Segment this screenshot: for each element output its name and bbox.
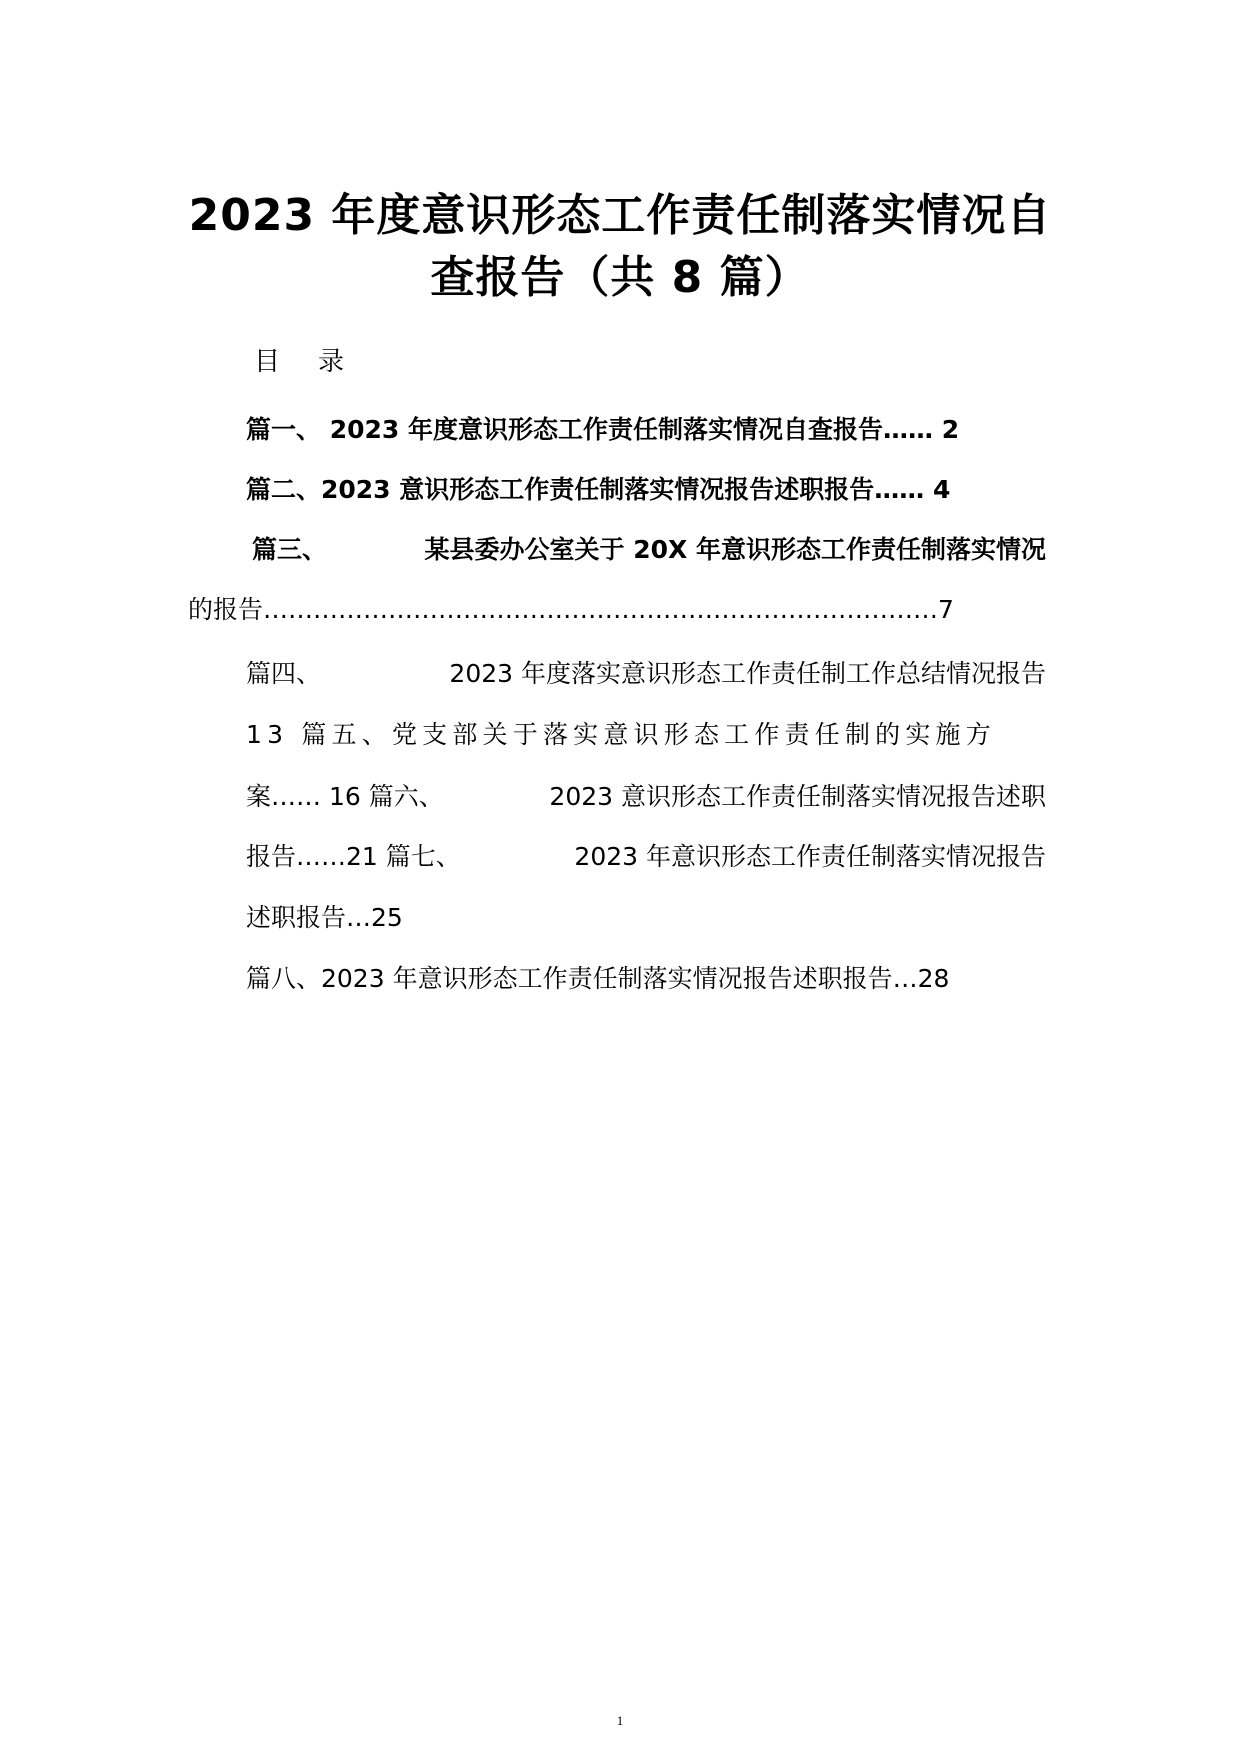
toc-paragraph-line-3[interactable] xyxy=(246,780,1046,814)
toc-heading xyxy=(254,345,344,379)
toc-entry-3-line-2[interactable]: 的报告………………………………………………………………………7 xyxy=(188,595,954,624)
toc-entry-5-6-a: 案…… 16 篇六、 xyxy=(246,782,444,811)
toc-entry-4-title: 2023 年度落实意识形态工作责任制工作总结情况报告 xyxy=(449,659,1046,688)
toc-entry-1[interactable]: 篇一、 2023 年度意识形态工作责任制落实情况自查报告…… 2 xyxy=(246,415,960,444)
toc-paragraph-line-5[interactable]: 述职报告…25 xyxy=(246,903,403,932)
toc-entry-3-title: 某县委办公室关于 20X 年意识形态工作责任制落实情况 xyxy=(424,535,1046,564)
toc-heading-char-2: 录 xyxy=(318,347,345,377)
document-title-line-2: 查报告（共 8 篇） xyxy=(430,252,810,303)
toc-entry-2[interactable]: 篇二、2023 意识形态工作责任制落实情况报告述职报告…… 4 xyxy=(246,475,951,504)
toc-entry-3-label: 篇三、 xyxy=(252,535,328,564)
toc-entry-4[interactable] xyxy=(246,657,1046,691)
toc-entry-7-title: 2023 年意识形态工作责任制落实情况报告 xyxy=(574,842,1046,871)
toc-paragraph-line-4[interactable] xyxy=(246,840,1046,874)
toc-entry-3-line-1[interactable] xyxy=(252,533,1046,567)
toc-entry-8[interactable]: 篇八、2023 年意识形态工作责任制落实情况报告述职报告…28 xyxy=(246,964,950,993)
document-title-line-1: 2023 年度意识形态工作责任制落实情况自 xyxy=(188,190,1052,241)
toc-entry-6-7-a: 报告……21 篇七、 xyxy=(246,842,461,871)
toc-paragraph-line-2[interactable]: 13 篇五、党支部关于落实意识形态工作责任制的实施方 xyxy=(246,720,996,749)
toc-heading-char-1: 目 xyxy=(254,347,281,377)
toc-entry-6-title: 2023 意识形态工作责任制落实情况报告述职 xyxy=(549,782,1046,811)
toc-entry-4-label: 篇四、 xyxy=(246,659,322,688)
page-number: 1 xyxy=(616,1713,624,1728)
